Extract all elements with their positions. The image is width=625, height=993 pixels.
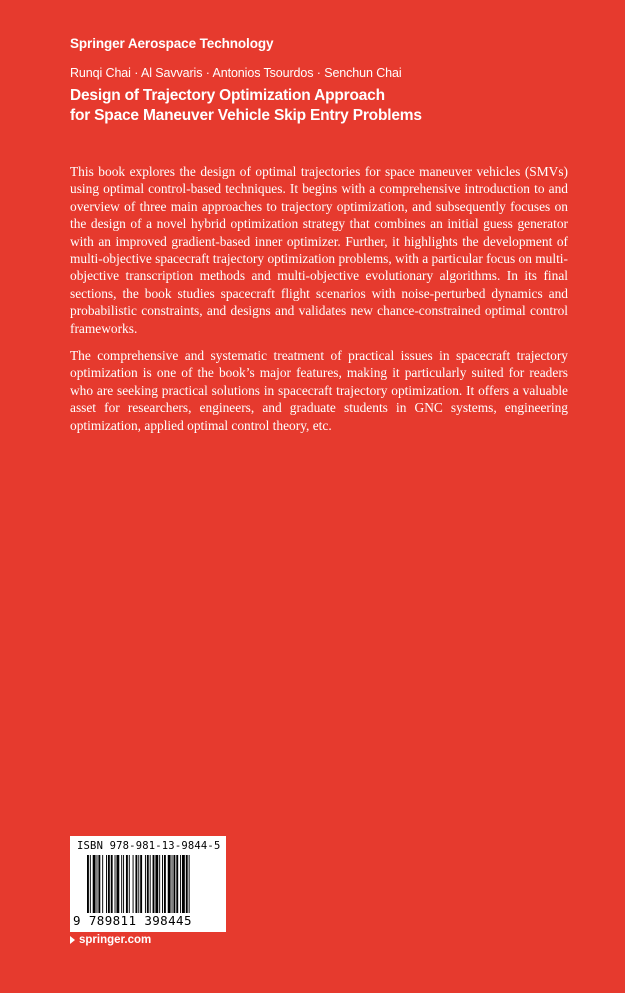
barcode-bar — [153, 855, 155, 913]
isbn-barcode-box — [70, 836, 226, 932]
publisher-link[interactable] — [70, 934, 151, 946]
arrow-right-icon — [70, 936, 75, 944]
blurb-paragraph-1: This book explores the design of optimal trajectories for space maneuver vehicles (SMVs) using optimal control-based techniques. It begins with a comprehensive introduction to and overview of three main approaches to trajectory optimization, and subsequently focuses on the design of a novel hybrid optimization strategy that combines an initial guess generator with an improved gradient-based inner optimizer. Further, it highlights the development of multi-objective spacecraft trajectory optimization problems, with a particular focus on multi-objective transcription methods and multi-objective evolutionary algorithms. In its final sections, the book studies spacecraft flight scenarios with noise-perturbed dynamics and probabilistic constraints, and designs and validates new chance-constrained optimal control frameworks. — [70, 164, 568, 336]
barcode-bar — [176, 855, 178, 913]
barcode-digits: 9 789811 398445 — [73, 913, 192, 928]
barcode-bar — [162, 855, 163, 913]
barcode-bar — [108, 855, 110, 913]
barcode-bar — [173, 855, 175, 913]
barcode-bar — [189, 855, 190, 913]
barcode-bar — [126, 855, 128, 913]
barcode-bar — [180, 855, 181, 913]
series-name: Springer Aerospace Technology — [70, 36, 274, 51]
barcode-bar — [168, 855, 171, 913]
title-line-1: Design of Trajectory Optimization Approach — [70, 87, 385, 104]
barcode-bar — [186, 855, 188, 913]
barcode-bar — [123, 855, 124, 913]
barcode-bar — [98, 855, 100, 913]
authors-line: Runqi Chai · Al Savvaris · Antonios Tsourdos · Senchun Chai — [70, 66, 402, 80]
barcode-bar — [155, 855, 158, 913]
barcode-bar — [116, 855, 119, 913]
publisher-link-text: springer.com — [79, 934, 152, 946]
barcode-bar — [182, 855, 185, 913]
blurb — [70, 163, 568, 444]
barcode-bar — [147, 855, 149, 913]
barcode-bar — [115, 855, 116, 913]
title-line-2: for Space Maneuver Vehicle Skip Entry Problems — [70, 107, 422, 124]
barcode-bar — [150, 855, 151, 913]
barcode-bar — [164, 855, 166, 913]
barcode-bar — [172, 855, 173, 913]
barcode-bar — [90, 855, 91, 913]
barcode-bar — [93, 855, 96, 913]
book-title — [70, 86, 590, 126]
barcode-bar — [135, 855, 137, 913]
barcode-bar — [159, 855, 160, 913]
barcode-bar — [121, 855, 122, 913]
barcode-bar — [87, 855, 89, 913]
barcode-bar — [145, 855, 146, 913]
barcode-icon — [87, 855, 219, 913]
isbn-label: ISBN 978-981-13-9844-5 — [77, 840, 221, 852]
barcode-bar — [133, 855, 134, 913]
barcode-bar — [102, 855, 103, 913]
barcode-bar — [138, 855, 139, 913]
barcode-bar — [111, 855, 113, 913]
barcode-bar — [106, 855, 107, 913]
barcode-bar — [97, 855, 98, 913]
blurb-paragraph-2: The comprehensive and systematic treatment of practical issues in spacecraft trajectory optimization is one of the book’s major features, making it particularly suited for readers who are seeking practical solutions in spacecraft trajectory optimization. It offers a valuable asset for researchers, engineers, and graduate students in GNC systems, engineering optimization, applied optimal control theory, etc. — [70, 348, 568, 433]
barcode-bar — [140, 855, 142, 913]
barcode-bar — [129, 855, 130, 913]
